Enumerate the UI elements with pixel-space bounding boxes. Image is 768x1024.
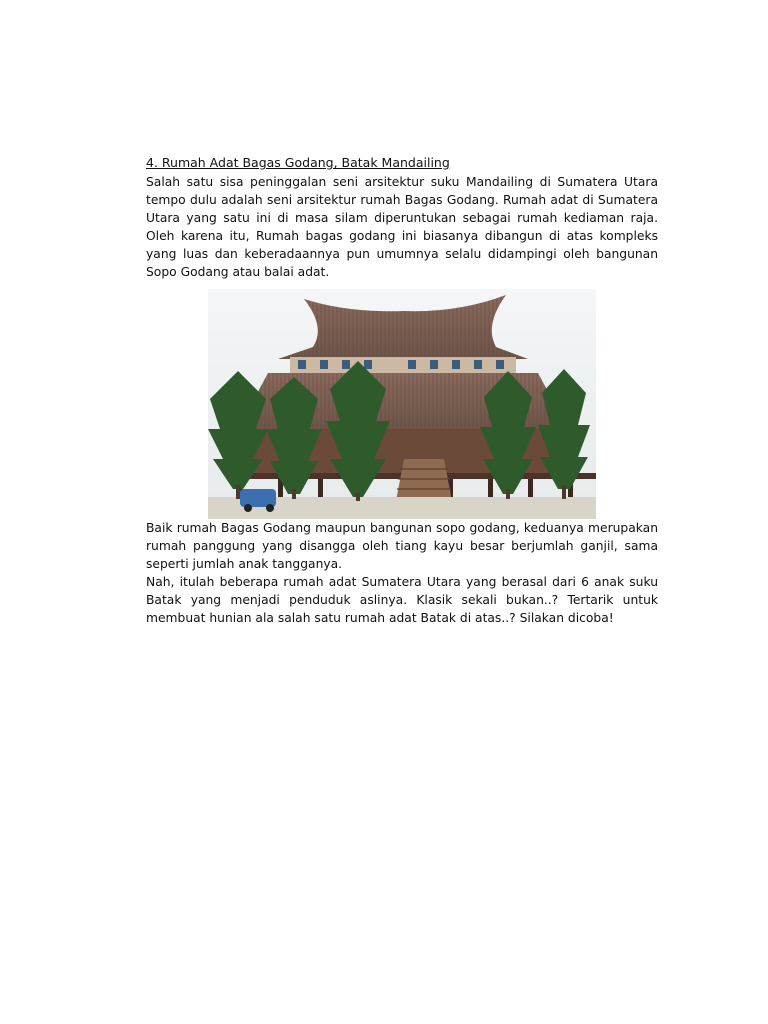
bagas-godang-photo — [208, 289, 596, 519]
paragraph-stilts: Baik rumah Bagas Godang maupun bangunan sopo godang, keduanya merupakan rumah panggung yang disangga oleh tiang kayu besar berjumlah ganjil, sama seperti jumlah anak tangganya. — [146, 521, 658, 571]
paragraph-closing: Nah, itulah beberapa rumah adat Sumatera Utara yang berasal dari 6 anak suku Batak yang menjadi penduduk aslinya. Klasik sekali bukan..? Tertarik untuk membuat hunian ala salah satu rumah adat Batak di atas..? Silakan dicoba! — [146, 575, 658, 625]
paragraph-intro: Salah satu sisa peninggalan seni arsitektur suku Mandailing di Sumatera Utara tempo dulu adalah seni arsitektur rumah Bagas Godang. Rumah adat di Sumatera Utara yang satu ini di masa silam diperuntukan sebagai rumah kediaman raja. Oleh karena itu, Rumah bagas godang ini biasanya dibangun di atas kompleks yang luas dan keberadaannya pun umumnya selalu didampingi oleh bangunan Sopo Godang atau balai adat. — [146, 175, 658, 279]
article — [146, 154, 658, 627]
article-heading: 4. Rumah Adat Bagas Godang, Batak Mandailing — [146, 155, 450, 170]
